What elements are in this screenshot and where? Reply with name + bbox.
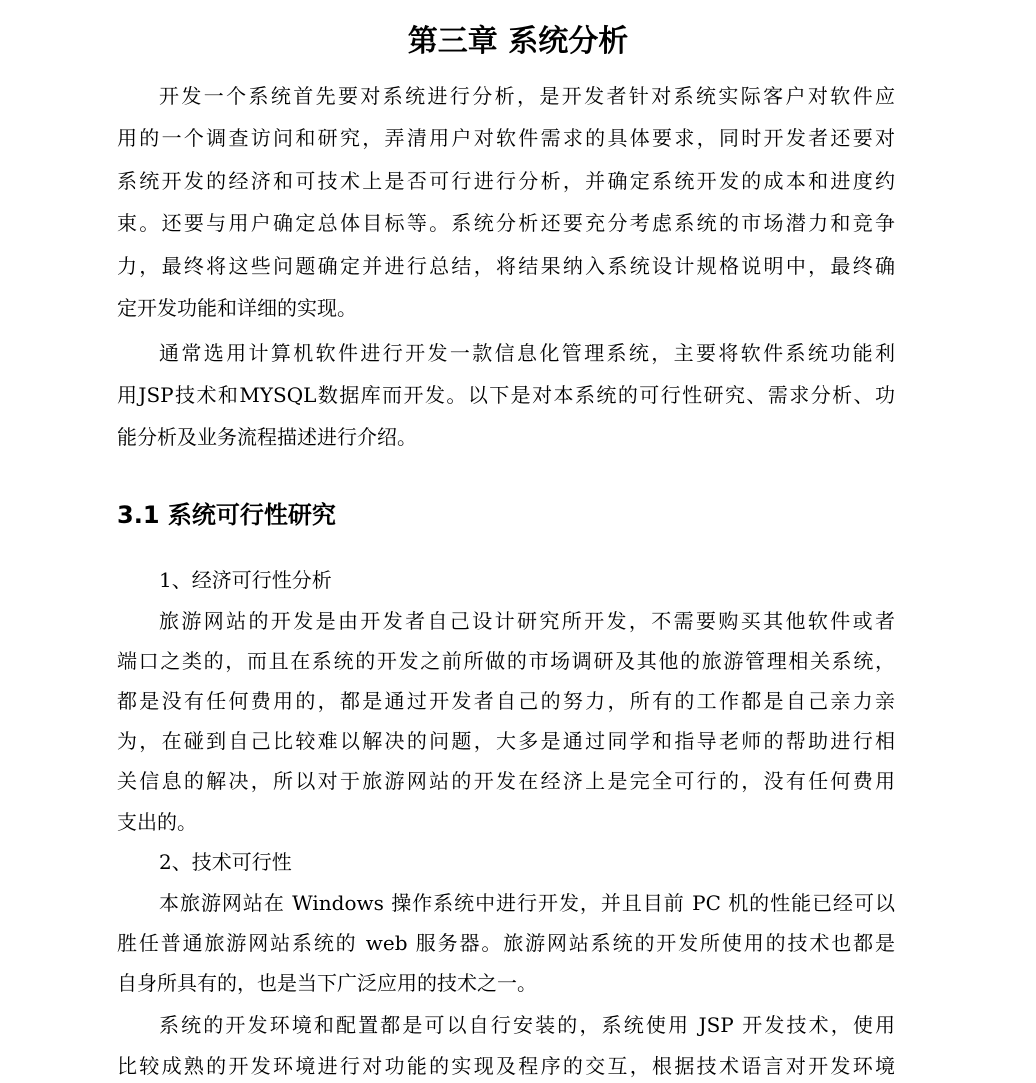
section-heading: 3.1 系统可行性研究 — [117, 501, 336, 529]
text-line: 自身所具有的，也是当下广泛应用的技术之一。 — [117, 971, 537, 995]
text-line: 定开发功能和详细的实现。 — [117, 296, 357, 320]
text-line: 旅游网站的开发是由开发者自己设计研究所开发，不需要购买其他软件或者 — [159, 609, 895, 633]
text-line: 为，在碰到自己比较难以解决的问题，大多是通过同学和指导老师的帮助进行相 — [117, 729, 895, 753]
text-line: 开发一个系统首先要对系统进行分析，是开发者针对系统实际客户对软件应 — [159, 84, 895, 108]
text-line: 本旅游网站在 Windows 操作系统中进行开发，并且目前 PC 机的性能已经可以 — [159, 891, 895, 915]
text-line: 用JSP技术和MYSQL数据库而开发。以下是对本系统的可行性研究、需求分析、功 — [117, 383, 895, 407]
text-line: 用的一个调查访问和研究，弄清用户对软件需求的具体要求，同时开发者还要对 — [117, 126, 895, 150]
text-line: 关信息的解决，所以对于旅游网站的开发在经济上是完全可行的，没有任何费用 — [117, 769, 895, 793]
chapter-title: 第三章 系统分析 — [407, 24, 629, 59]
text-line: 胜任普通旅游网站系统的 web 服务器。旅游网站系统的开发所使用的技术也都是 — [117, 931, 895, 955]
text-line: 比较成熟的开发环境进行对功能的实现及程序的交互，根据技术语言对开发环境 — [117, 1054, 895, 1078]
text-line: 能分析及业务流程描述进行介绍。 — [117, 425, 417, 449]
text-line: 通常选用计算机软件进行开发一款信息化管理系统，主要将软件系统功能利 — [159, 341, 895, 365]
text-line: 端口之类的，而且在系统的开发之前所做的市场调研及其他的旅游管理相关系统， — [117, 649, 895, 673]
text-line: 支出的。 — [117, 810, 197, 834]
text-line: 束。还要与用户确定总体目标等。系统分析还要充分考虑系统的市场潜力和竞争 — [117, 211, 895, 235]
text-line: 力，最终将这些问题确定并进行总结，将结果纳入系统设计规格说明中，最终确 — [117, 254, 895, 278]
subsection-heading: 1、经济可行性分析 — [159, 568, 332, 592]
text-line: 系统开发的经济和可技术上是否可行进行分析，并确定系统开发的成本和进度约 — [117, 169, 895, 193]
subsection-heading: 2、技术可行性 — [159, 850, 292, 874]
text-line: 系统的开发环境和配置都是可以自行安装的，系统使用 JSP 开发技术，使用 — [159, 1013, 895, 1037]
text-line: 都是没有任何费用的，都是通过开发者自己的努力，所有的工作都是自己亲力亲 — [117, 689, 895, 713]
